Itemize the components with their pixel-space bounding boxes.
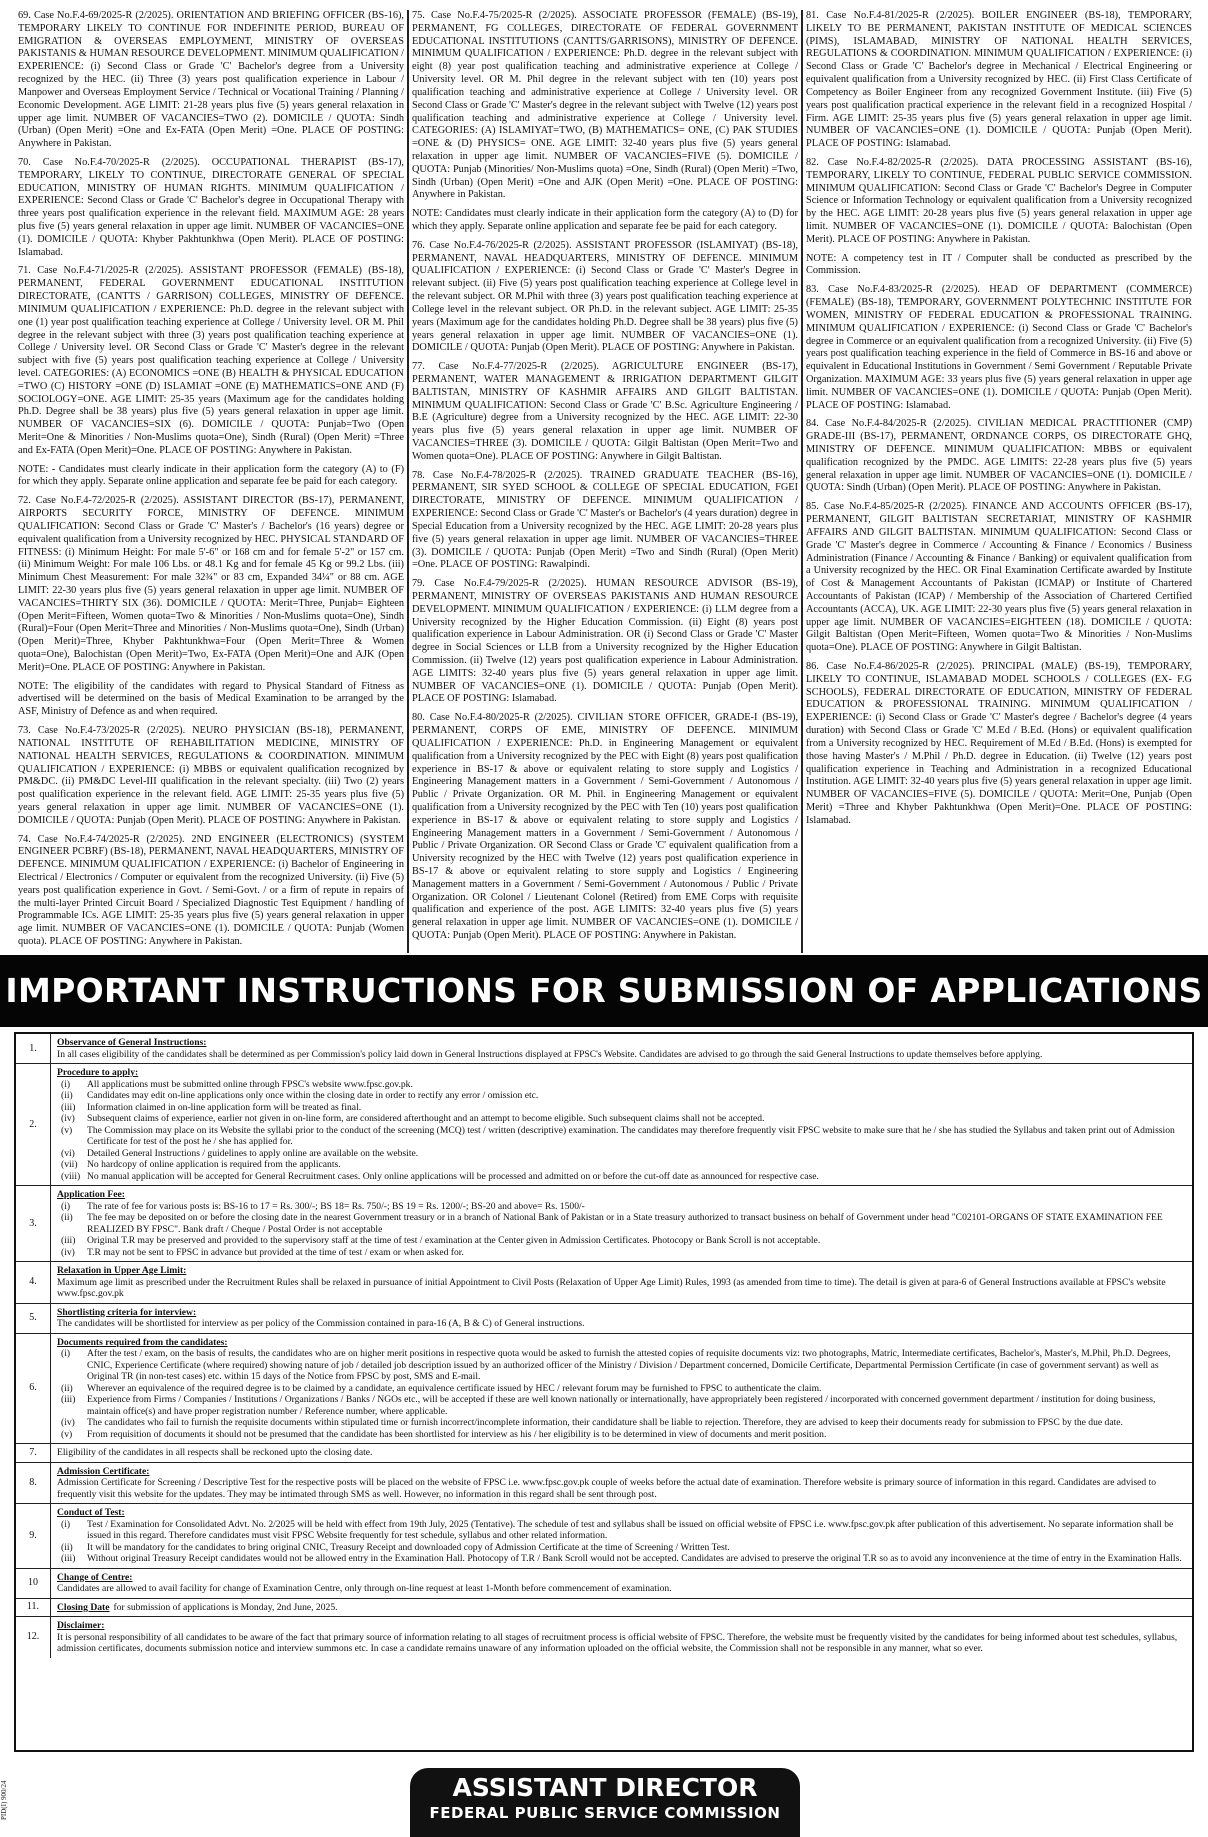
item-numeral: (iii) xyxy=(61,1101,76,1113)
instruction-item xyxy=(57,1429,1186,1441)
instruction-title: Conduct of Test: xyxy=(57,1507,125,1518)
item-numeral: (i) xyxy=(61,1200,71,1212)
instruction-item xyxy=(57,1417,1186,1429)
signature-block xyxy=(410,1768,800,1837)
item-text: The rate of fee for various posts is: BS-16 to 17 = Rs. 300/-; BS 18= Rs. 750/-; BS 19 = Rs. 1200/-; BS-20 and above= Rs. 1500/- xyxy=(87,1200,585,1212)
instruction-number: 9. xyxy=(16,1504,51,1568)
note-71: NOTE: - Candidates must clearly indicate in their application form the category (A) to (F) for which they apply. Separate online application and separate fee be paid for each category. xyxy=(18,463,404,488)
item-numeral: (vii) xyxy=(61,1159,78,1170)
instruction-number: 4. xyxy=(16,1262,51,1303)
item-numeral: (i) xyxy=(61,1078,71,1090)
instruction-item xyxy=(57,1212,1186,1235)
item-text: Test / Examination for Consolidated Advt. No. 2/2025 will be held with effect from 19th July, 2025 (Tentative). The schedule of test and syllabus shall be issued on official website of FPSC i.e. www.fpsc.gov.pk after publication of this advertisement. No separate information shall be issued in this regard. Therefore candidates must visit FPSC Website frequently for test schedule, syllabus and other related information. xyxy=(87,1518,1174,1541)
item-text: It will be mandatory for the candidates to bring original CNIC, Treasury Receipt and downloaded copy of Admission Certificate at the time of Screening / Written Test. xyxy=(87,1541,730,1553)
instructions-banner: IMPORTANT INSTRUCTIONS FOR SUBMISSION OF APPLICATIONS xyxy=(0,955,1208,1027)
item-text: The candidates who fail to furnish the requisite documents within stipulated time or furnish incorrect/incomplete information, their candidature shall be liable to rejection. Therefore, they are advised to keep their documents ready for submission to FPSC by the due date. xyxy=(87,1417,1123,1428)
item-text: Wherever an equivalence of the required degree is to be claimed by a candidate, an equivalence certificate issued by HEC / relevant forum may be furnished to FPSC to authenticate the claim. xyxy=(87,1382,822,1394)
instruction-row xyxy=(16,1304,1192,1334)
instruction-row xyxy=(16,1186,1192,1262)
print-code: PID(I) 900/24 xyxy=(0,1780,8,1820)
case-78: 78. Case No.F.4-78/2025-R (2/2025). TRAINED GRADUATE TEACHER (BS-16), PERMANENT, SIR SYED SCHOOL & COLLEGE OF SPECIAL EDUCATION, FGEI DIRECTORATE, MINISTRY OF DEFENCE. MINIMUM QUALIFICATION / EXPERIENCE: Second Class or Grade 'C' Master's or Bachelor's (4 years duration) degree in Special Education from a University recognized by the HEC. AGE LIMIT: 20-28 years plus five (5) years general relaxation in upper age limit. NUMBER OF VACANCIES=THREE (3). DOMICILE / QUOTA: Punjab (Open Merit) =Two and Sindh (Rural) (Open Merit) =One. PLACE OF POSTING: Rawalpindi. xyxy=(412,469,798,571)
instruction-title: Observance of General Instructions: xyxy=(57,1037,207,1048)
instruction-item xyxy=(57,1553,1186,1565)
instruction-title: Shortlisting criteria for interview: xyxy=(57,1306,197,1318)
instruction-row xyxy=(16,1504,1192,1569)
instruction-item xyxy=(57,1201,1186,1213)
instruction-item xyxy=(57,1348,1186,1383)
instruction-body xyxy=(51,1444,1192,1462)
job-listings xyxy=(18,10,1198,953)
instruction-title: Documents required from the candidates: xyxy=(57,1336,228,1348)
instruction-text: Admission Certificate for Screening / Descriptive Test for the respective posts will be placed on the website of FPSC i.e. www.fpsc.gov.pk couple of weeks before the actual date of examination. Therefore website is primary source of information in this regard. Candidates are advised to frequently visit this website for the updates. They may be intimated through SMS as well. However, no information in this regard shall be sent through post. xyxy=(57,1477,1157,1500)
signatory-org: FEDERAL PUBLIC SERVICE COMMISSION xyxy=(429,1804,781,1822)
note-82: NOTE: A competency test in IT / Computer shall be conducted as prescribed by the Commission. xyxy=(806,252,1192,277)
item-text: Candidates may edit on-line applications only once within the closing date in order to rectify any error / omission etc. xyxy=(87,1090,539,1101)
item-numeral: (viii) xyxy=(61,1170,81,1182)
instruction-body xyxy=(51,1599,1192,1617)
instruction-item xyxy=(57,1102,1186,1114)
instruction-title: Application Fee: xyxy=(57,1189,125,1200)
case-73: 73. Case No.F.4-73/2025-R (2/2025). NEURO PHYSICIAN (BS-18), PERMANENT, NATIONAL INSTITUTE OF REHABILITATION MEDICINE, MINISTRY OF NATIONAL HEALTH SERVICES, REGULATIONS & COORDINATION. MINIMUM QUALIFICATION / EXPERIENCE: (i) MBBS or equivalent qualification recognized by PM&DC. (ii) PM&DC Level-III qualification in the relevant specialty. (iii) Two (2) years post qualification experience in the relevant field. AGE LIMIT: 25-35 years plus five (5) years general relaxation in upper age limit. NUMBER OF VACANCIES=ONE (1). DOMICILE / QUOTA: Punjab (Open Merit). PLACE OF POSTING: Anywhere in Pakistan. xyxy=(18,725,404,826)
instruction-text: It is personal responsibility of all candidates to be aware of the fact that primary source of information relating to all stages of recruitment process is official website of FPSC. Therefore, the website must be frequently visited by the candidates for being informed about test schedules, syllabus, admission certificates, documents submission notice and interview summons etc. In case a candidate remains unaware of any information uploaded on the official website, the Commission shall not be responsible in any manner, what so ever. xyxy=(57,1631,1178,1654)
instruction-number: 5. xyxy=(16,1304,51,1333)
item-text: Detailed General Instructions / guidelines to apply online are available on the website. xyxy=(87,1147,419,1159)
signatory-title: ASSISTANT DIRECTOR xyxy=(452,1773,758,1802)
instruction-title: Procedure to apply: xyxy=(57,1067,139,1078)
item-text: T.R may not be sent to FPSC in advance but provided at the time of test / exam or when asked for. xyxy=(87,1246,464,1258)
case-77: 77. Case No.F.4-77/2025-R (2/2025). AGRICULTURE ENGINEER (BS-17), PERMANENT, WATER MANAGEMENT & IRRIGATION DEPARTMENT GILGIT BALTISTAN, MINISTRY OF KASHMIR AFFAIRS AND GILGIT BALTISTAN. MINIMUM QUALIFICATION: Second Class or Grade 'C' B.Sc. Agriculture Engineering / B.E (Agriculture) degree from a University recognized by the HEC. AGE LIMIT: 22-30 years plus five (5) years general relaxation in upper age limit. NUMBER OF VACANCIES=THREE (3). DOMICILE / QUOTA: Gilgit Baltistan (Open Merit=Two and Women quota=One). PLACE OF POSTING: Anywhere in Gilgit Baltistan. xyxy=(412,361,798,462)
instruction-body xyxy=(51,1334,1192,1444)
case-72: 72. Case No.F.4-72/2025-R (2/2025). ASSISTANT DIRECTOR (BS-17), PERMANENT, AIRPORTS SECURITY FORCE, MINISTRY OF DEFENCE. MINIMUM QUALIFICATION: Second Class or Grade 'C' Master's / Bachelor's (16 years) degree or equivalent qualification from a University recognized by HEC. PHYSICAL STANDARD OF FITNESS: (i) Minimum Height: For male 5'-6" or 168 cm and for female 5'-2" or 157 cm. (ii) Minimum Weight: For male 106 Lbs. or 48.1 Kg and for female 45 Kg or 99.2 Lbs. (iii) Minimum Chest Measurement: For male 32¾" or 83 cm, Expanded 34¼" or 88 cm. AGE LIMIT: 22-30 years plus five (5) years general relaxation in upper age limit. NUMBER OF VACANCIES=THIRTY SIX (36). DOMICILE / QUOTA: Merit=Three, Punjab= Eighteen (Open Merit=Fifteen, Women quota=Two & Minorities / Non-Muslims quota=One), Sindh (Rural)=Four (Open Merit=Three and Minorities / Non-Muslims quota=One), Sindh (Urban) (Open Merit)=Three, Khyber Pakhtunkhwa=Four (Open Merit=Three & Women quota=One), Balochistan (Open Merit)=Two, Ex-FATA (Open Merit)=One and AJK (Open Merit)=One. PLACE OF POSTING: Anywhere in Pakistan. xyxy=(18,495,404,673)
instruction-number: 2. xyxy=(16,1064,51,1185)
instruction-row xyxy=(16,1599,1192,1618)
case-79: 79. Case No.F.4-79/2025-R (2/2025). HUMAN RESOURCE ADVISOR (BS-19), PERMANENT, MINISTRY OF OVERSEAS PAKISTANIS AND HUMAN RESOURCE DEVELOPMENT. MINIMUM QUALIFICATION / EXPERIENCE: (i) LLM degree from a University recognized by the Higher Education Commission. (ii) Eight (8) years post qualification experience in Labour Administration. OR (i) Second Class or Grade 'C' Master degree in Social Sciences or LLB from a University recognized by the Higher Education Commission. (ii) Twelve (12) years post qualification experience in Labour Administration. AGE LIMITS: 32-40 years plus five (5) years general relaxation in upper age limit. NUMBER OF VACANCIES=ONE (1). DOMICILE / QUOTA: Punjab (Open Merit). PLACE OF POSTING: Islamabad. xyxy=(412,578,798,705)
instruction-number: 7. xyxy=(16,1444,51,1462)
item-text: Subsequent claims of experience, earlier not given in on-line form, are considered afterthought and an attempt to become eligible. Such subsequent claims shall not be accepted. xyxy=(87,1113,765,1124)
column-2 xyxy=(412,10,798,953)
instruction-title: Closing Date xyxy=(57,1601,110,1613)
item-text: Information claimed in on-line application form will be treated as final. xyxy=(87,1101,362,1113)
instruction-row xyxy=(16,1262,1192,1304)
instruction-item xyxy=(57,1171,1186,1183)
instruction-item xyxy=(57,1125,1186,1148)
case-70: 70. Case No.F.4-70/2025-R (2/2025). OCCUPATIONAL THERAPIST (BS-17), TEMPORARY, LIKELY TO CONTINUE, DIRECTORATE GENERAL OF SPECIAL EDUCATION, MINISTRY OF HUMAN RIGHTS. MINIMUM QUALIFICATION / EXPERIENCE: Second Class or Grade 'C' Bachelor's degree in Occupational Therapy with three years post qualification experience in the relevant field. MAXIMUM AGE: 28 years plus five (5) years general relaxation in upper age limit. NUMBER OF VACANCIES=ONE (1). DOMICILE / QUOTA: Khyber Pakhtunkhwa (Open Merit). PLACE OF POSTING: Islamabad. xyxy=(18,156,404,258)
item-text: Without original Treasury Receipt candidates would not be allowed entry in the Examination Hall. Photocopy of T.R / Bank Scroll would not be accepted. Candidates are advised to preserve the original T.R so as to avoid any inconvenience at the time of entry in the Examination Halls. xyxy=(87,1553,1182,1564)
item-text: Original T.R may be preserved and provided to the supervisory staff at the time of test / examination at the Center given in Admission Certificates. Photocopy or Bank Scroll is not acceptable. xyxy=(87,1235,821,1246)
item-numeral: (ii) xyxy=(61,1090,73,1101)
instruction-row xyxy=(16,1334,1192,1445)
item-numeral: (i) xyxy=(61,1518,71,1530)
instruction-number: 1. xyxy=(16,1034,51,1063)
instruction-text: for submission of applications is Monday, 2nd June, 2025. xyxy=(113,1601,338,1613)
instruction-row xyxy=(16,1463,1192,1505)
column-divider xyxy=(801,10,803,953)
item-text: No manual application will be accepted for General Recruitment cases. Only online applications will be processed and admitted on or before the cut-off date as announced for respective case. xyxy=(87,1170,819,1182)
instruction-number: 6. xyxy=(16,1334,51,1444)
instruction-text: Maximum age limit as prescribed under the Recruitment Rules shall be relaxed in pursuance of initial Appointment to Civil Posts (Relaxation of Upper Age Limit) Rules, 1993 (as amended from time to time). The detail is given at para-6 of General Instructions available at FPSC's website www.fpsc.gov.pk xyxy=(57,1276,1166,1299)
instruction-text: In all cases eligibility of the candidates shall be determined as per Commission's policy laid down in General Instructions displayed at FPSC's Website. Candidates are advised to go through the said General Instructions to update themselves before applying. xyxy=(57,1048,1043,1060)
instruction-row xyxy=(16,1064,1192,1186)
case-83: 83. Case No.F.4-83/2025-R (2/2025). HEAD OF DEPARTMENT (COMMERCE) (FEMALE) (BS-18), TEMPORARY, GOVERNMENT POLYTECHNIC INSTITUTE FOR WOMEN, MINISTRY OF FEDERAL EDUCATION & PROFESSIONAL TRAINING. MINIMUM QUALIFICATION / EXPERIENCE: (i) Second Class or Grade 'C' Bachelor's degree in Commerce or an equivalent qualification from a recognized University. (ii) Five (5) years post qualification teaching experience in the field of Commerce in BS-16 and above or equivalent in Educational Institutions in Government / Semi Government / Reputable Private Organization. MAXIMUM AGE: 33 years plus five (5) years general relaxation in upper age limit. NUMBER OF VACANCIES=ONE (1). DOMICILE / QUOTA: Punjab (Open Merit). PLACE OF POSTING: Islamabad. xyxy=(806,284,1192,411)
instruction-number: 3. xyxy=(16,1186,51,1261)
instruction-text: Candidates are allowed to avail facility for change of Examination Centre, only through on-line request at least 1-Month before commencement of examination. xyxy=(57,1583,672,1594)
instruction-row xyxy=(16,1444,1192,1463)
instruction-number: 8. xyxy=(16,1463,51,1504)
item-numeral: (vi) xyxy=(61,1147,75,1159)
item-numeral: (iv) xyxy=(61,1113,75,1124)
item-numeral: (ii) xyxy=(61,1541,73,1553)
item-numeral: (iii) xyxy=(61,1553,76,1564)
note-72: NOTE: The eligibility of the candidates with regard to Physical Standard of Fitness as advertised will be determined on the basis of Medical Examination to be arranged by the ASF, Ministry of Defence as and when required. xyxy=(18,680,404,718)
instruction-item xyxy=(57,1394,1186,1417)
note-75: NOTE: Candidates must clearly indicate in their application form the category (A) to (D) for which they apply. Separate online application and separate fee be paid for each category. xyxy=(412,208,798,232)
instruction-title: Change of Centre: xyxy=(57,1571,133,1583)
instruction-body xyxy=(51,1064,1192,1185)
instruction-number: 12. xyxy=(16,1617,51,1658)
item-numeral: (iii) xyxy=(61,1235,76,1246)
case-74: 74. Case No.F.4-74/2025-R (2/2025). 2ND ENGINEER (ELECTRONICS) (SYSTEM ENGINEER PCBRF) (BS-18), PERMANENT, NAVAL HEADQUARTERS, MINISTRY OF DEFENCE. MINIMUM QUALIFICATION / EXPERIENCE: (i) Bachelor of Engineering in Electrical / Electronics / Computer or equivalent from the recognized University. (ii) Five (5) years post qualification experience in Govt. / Semi-Govt. / or a firm of repute in repairs of the multi-layer Printed Circuit Board / Specialized Diagnostic Test Equipment / handling of Programmable ICs. AGE LIMIT: 25-35 years plus five (5) years general relaxation in upper age limit. NUMBER OF VACANCIES=ONE (1). DOMICILE / QUOTA: Punjab (Women quota). PLACE OF POSTING: Anywhere in Pakistan. xyxy=(18,833,404,948)
instruction-item xyxy=(57,1542,1186,1554)
item-text: After the test / exam, on the basis of results, the candidates who are on higher merit positions in respective quota would be asked to furnish the attested copies of requisite documents viz: two photographs, Matric, Intermediate certificates, Bachelor's, Master's, M.Phil, Ph.D. Degrees, CNIC, Experience Certificate (where required) showing nature of job / detailed job description issued by an authorized officer of the Ministry / Division / Department concerned, Domicile Certificate, Departmental Permission Certificate (in case of government servant) as well as Original TR (in non-test cases) etc. within 15 days of the Notice from FPSC by post, SMS and E-mail. xyxy=(87,1348,1171,1382)
case-76: 76. Case No.F.4-76/2025-R (2/2025). ASSISTANT PROFESSOR (ISLAMIYAT) (BS-18), PERMANENT, NAVAL HEADQUARTERS, MINISTRY OF DEFENCE. MINIMUM QUALIFICATION / EXPERIENCE: (i) Second Class or Grade 'C' Master's Degree in relevant subject. (ii) Five (5) years post qualification teaching experience at College level in the relevant subject. OR M.Phil with three (3) years post qualification teaching experience at College level in the relevant subject. OR Ph.D. in the relevant subject. AGE LIMIT: 25-35 years (Maximum age for the candidates holding Ph.D. Degree shall be 38 years) plus five (5) years general relaxation in upper age limit. NUMBER OF VACANCIES=ONE (1). DOMICILE / QUOTA: Punjab (Open Merit). PLACE OF POSTING: Anywhere in Pakistan. xyxy=(412,239,798,354)
case-86: 86. Case No.F.4-86/2025-R (2/2025). PRINCIPAL (MALE) (BS-19), TEMPORARY, LIKELY TO CONTINUE, ISLAMABAD MODEL SCHOOLS / COLLEGES (EX- F.G SCHOOLS), FEDERAL DIRECTORATE OF EDUCATION, MINISTRY OF FEDERAL EDUCATION & PROFESSIONAL TRAINING. MINIMUM QUALIFICATION / EXPERIENCE: (i) Second Class or Grade 'C' Master's degree / Bachelor's degree (4 years duration) with Second Class or Grade 'C' M.Ed / B.Ed. (Hons) or equivalent qualification from a University recognized by HEC. Requirement of M.Ed / B.Ed. (Hons) is exempted for those having Master's / M.Phil / Ph.D. degree in Education. (ii) Twelve (12) years post qualification experience in Teaching and Administration in a recognized Educational Institution. AGE LIMIT: 32-40 years plus five (5) years general relaxation in upper age limit. NUMBER OF VACANCIES=FIVE (5). DOMICILE / QUOTA: Merit=One, Punjab (Open Merit) =Three and Khyber Pakhtunkhwa (Open Merit)=One. PLACE OF POSTING: Islamabad. xyxy=(806,661,1192,826)
instruction-item xyxy=(57,1079,1186,1091)
instruction-item xyxy=(57,1519,1186,1542)
item-numeral: (iii) xyxy=(61,1394,76,1405)
instruction-body xyxy=(51,1034,1192,1063)
instruction-item xyxy=(57,1159,1186,1171)
item-numeral: (ii) xyxy=(61,1212,73,1223)
item-text: The Commission may place on its Website the syllabi prior to the conduct of the screening (MCQ) test / written (descriptive) examination. The candidates may therefore frequently visit FPSC website to make sure that he / she has studied the Syllabus and taken print out of Admission Certificate for test of the post he / she has applied for. xyxy=(87,1124,1175,1147)
instruction-text: Eligibility of the candidates in all respects shall be reckoned upto the closing date. xyxy=(57,1447,373,1458)
instruction-title: Relaxation in Upper Age Limit: xyxy=(57,1265,187,1276)
instruction-row xyxy=(16,1569,1192,1599)
instruction-item xyxy=(57,1113,1186,1125)
item-numeral: (v) xyxy=(61,1124,73,1136)
instruction-number: 10 xyxy=(16,1569,51,1598)
item-text: From requisition of documents it should not be presumed that the candidate has been shortlisted for interview as his / her eligibility is to be determined in view of documents and merit position. xyxy=(87,1428,827,1440)
instruction-body xyxy=(51,1463,1192,1504)
instruction-body xyxy=(51,1262,1192,1303)
instruction-body xyxy=(51,1569,1192,1598)
item-numeral: (v) xyxy=(61,1428,73,1440)
instruction-title: Admission Certificate: xyxy=(57,1465,150,1477)
instruction-number: 11. xyxy=(16,1599,51,1617)
instruction-title: Disclaimer: xyxy=(57,1620,105,1631)
column-3 xyxy=(806,10,1192,953)
instruction-item xyxy=(57,1383,1186,1395)
item-numeral: (iv) xyxy=(61,1417,75,1428)
instruction-body xyxy=(51,1304,1192,1333)
item-numeral: (i) xyxy=(61,1348,71,1359)
instruction-body xyxy=(51,1186,1192,1261)
instruction-item xyxy=(57,1247,1186,1259)
item-text: All applications must be submitted online through FPSC's website www.fpsc.gov.pk. xyxy=(87,1078,413,1090)
item-numeral: (iv) xyxy=(61,1246,75,1258)
item-numeral: (ii) xyxy=(61,1382,73,1394)
case-71: 71. Case No.F.4-71/2025-R (2/2025). ASSISTANT PROFESSOR (FEMALE) (BS-18), PERMANENT, FEDERAL GOVERNMENT EDUCATIONAL INSTITUTION DIRECTORATE, (CANTTS / GARRISON) COLLEGES, MINISTRY OF DEFENCE. MINIMUM QUALIFICATION / EXPERIENCE: Ph.D. degree in the relevant subject with one (1) year post qualification teaching experience at College / University level. OR M. Phil degree in the relevant subject with three (3) years post qualification teaching experience at College / University level. OR Second Class or Grade 'C' Master's degree in the relevant subject with five (5) years post qualification teaching experience at College / University level. CATEGORIES: (A) ECONOMICS =ONE (B) HEALTH & PHYSICAL EDUCATION =TWO (C) HISTORY =ONE (D) ISLAMIAT =ONE (E) MATHEMATICS=ONE AND (F) SOCIOLOGY=ONE. AGE LIMIT: 25-35 years (Maximum age for the candidates holding Ph.D. Degree shall be 38 years) plus five (5) years general relaxation in upper age limit. NUMBER OF VACANCIES=SIX (6). DOMICILE / QUOTA: Punjab=Two (Open Merit=One & Minorities / Non-Muslims quota=One), Sindh (Rural) (Open Merit) =Three and Ex-FATA (Open Merit)=One. PLACE OF POSTING: Anywhere in Pakistan. xyxy=(18,265,404,456)
column-divider xyxy=(407,10,409,953)
instruction-item xyxy=(57,1090,1186,1102)
instruction-item xyxy=(57,1235,1186,1247)
instruction-row xyxy=(16,1617,1192,1658)
instruction-body xyxy=(51,1617,1192,1658)
instruction-row xyxy=(16,1034,1192,1064)
item-text: Experience from Firms / Companies / Institutions / Organizations / Banks / NGOs etc., will be accepted if these are well known nationally or internationally, have appropriately been registered / incorporated with concerned government department / institution for doing business, maintain office(s) and have proper registration number / Reference number, where applicable. xyxy=(87,1394,1156,1417)
case-84: 84. Case No.F.4-84/2025-R (2/2025). CIVILIAN MEDICAL PRACTITIONER (CMP) GRADE-III (BS-17), PERMANENT, ORDNANCE CORPS, OS DIRECTORATE GHQ, MINISTRY OF DEFENCE. MINIMUM QUALIFICATION: MBBS or equivalent qualification recognized by the PMDC. AGE LIMITS: 22-28 years plus five (5) years general relaxation in upper age limit. NUMBER OF VACANCIES=ONE (1). DOMICILE / QUOTA: Sindh (Urban) (Open Merit). PLACE OF POSTING: Anywhere in Pakistan. xyxy=(806,418,1192,494)
instruction-text: The candidates will be shortlisted for interview as per policy of the Commission contained in para-16 (A, B & C) of General instructions. xyxy=(57,1318,585,1329)
case-80: 80. Case No.F.4-80/2025-R (2/2025). CIVILIAN STORE OFFICER, GRADE-I (BS-19), PERMANENT, CORPS OF EME, MINISTRY OF DEFENCE. MINIMUM QUALIFICATION / EXPERIENCE: Ph.D. in Engineering Management or equivalent qualification from a University recognized by the PEC with Eight (8) years post qualification experience in BS-17 & above or equivalent relating to store supply and Logistics / Engineering Management matters in a Government / Semi-Government / Autonomous / Public / Private Organization. OR M. Phil. in Engineering Management or equivalent qualification from a University recognized by the PEC with Ten (10) years post qualification experience in BS-17 & above or equivalent relating to store supply and Logistics / Engineering Management matters in a Government / Semi-Government / Autonomous / Public / Private Organization. OR Second Class or Grade 'C' equivalent qualification from a University recognized by the HEC with Twelve (12) years post qualification experience in BS-17 & above or equivalent relating to store supply and Logistics / Engineering Management matters in a Government / Semi-Government / Autonomous / Public / Private Organization. OR Colonel / Lieutenant Colonel (Retired) from EME Corps with requisite qualification and experience of the post. AGE LIMITS: 32-40 years plus five (5) years general relaxation in upper age limit. NUMBER OF VACANCIES=ONE (1). DOMICILE / QUOTA: Punjab (Open Merit). PLACE OF POSTING: Anywhere in Pakistan. xyxy=(412,712,798,942)
case-81: 81. Case No.F.4-81/2025-R (2/2025). BOILER ENGINEER (BS-18), TEMPORARY, LIKELY TO BE PERMANENT, PAKISTAN INSTITUTE OF MEDICAL SCIENCES (PIMS), ISLAMABAD, MINISTRY OF NATIONAL HEALTH SERVICES, REGULATIONS & COORDINATION. MINIMUM QUALIFICATION / EXPERIENCE: (i) Second Class or Grade 'C' Bachelor's degree in Mechanical / Electrical Engineering or equivalent qualification from a University recognized by HEC. (ii) First Class Certificate of Competency as Boiler Engineer from any recognized Government Institute. (iii) Five (5) years post qualification practical experience in the relevant field in a recognized Hospital / Firm. AGE LIMIT: 25-35 years plus five (5) years general relaxation in upper age limit. NUMBER OF VACANCIES=ONE (1). DOMICILE / QUOTA: Punjab (Open Merit). PLACE OF POSTING: Islamabad. xyxy=(806,10,1192,150)
item-text: No hardcopy of online application is required from the applicants. xyxy=(87,1159,341,1170)
item-text: The fee may be deposited on or before the closing date in the nearest Government treasury or in a branch of National Bank of Pakistan or in a State treasury authorized to transact business on behalf of Government under head "C02101-ORGANS OF STATE EXAMINATION FEE REALIZED BY FPSC". Bank draft / Cheque / Postal Order is not acceptable xyxy=(87,1212,1163,1235)
instruction-item xyxy=(57,1148,1186,1160)
case-85: 85. Case No.F.4-85/2025-R (2/2025). FINANCE AND ACCOUNTS OFFICER (BS-17), PERMANENT, GILGIT BALTISTAN SECRETARIAT, MINISTRY OF KASHMIR AFFAIRS AND GILGIT BALTISTAN. MINIMUM QUALIFICATION: Second Class or Grade 'C' Master's degree in Commerce / Accounting & Finance / Economics / Business Administration (Finance / Accounting & Finance / Banking) or equivalent qualification from a University recognized by the HEC. OR Final Examination Certificate awarded by Institute of Cost & Management Accountants of Pakistan (ICMAP) or Institute of Chartered Accountants of Pakistan (ICAP) / Membership of the Association of Chartered Certified Accountants (ACCA), UK. AGE LIMIT: 22-30 years plus five (5) years general relaxation in upper age limit. NUMBER OF VACANCIES=EIGHTEEN (18). DOMICILE / QUOTA: Gilgit Baltistan (Open Merit=Fifteen, Women quota=Two & Minorities / Non-Muslims quota=One). PLACE OF POSTING: Anywhere in Gilgit Baltistan. xyxy=(806,501,1192,654)
column-1 xyxy=(18,10,404,953)
case-82: 82. Case No.F.4-82/2025-R (2/2025). DATA PROCESSING ASSISTANT (BS-16), TEMPORARY, LIKELY TO CONTINUE, FEDERAL PUBLIC SERVICE COMMISSION. MINIMUM QUALIFICATION: Second Class or Grade 'C' Bachelor's Degree in Computer Science or Information Technology or equivalent qualification from a University recognized by the HEC. AGE LIMIT: 20-28 years plus five (5) years general relaxation in upper age limit. NUMBER OF VACANCIES=ONE (1). DOMICILE / QUOTA: Balochistan (Open Merit). PLACE OF POSTING: Anywhere in Pakistan. xyxy=(806,156,1192,245)
case-69: 69. Case No.F.4-69/2025-R (2/2025). ORIENTATION AND BRIEFING OFFICER (BS-16), TEMPORARY LIKELY TO CONTINUE FOR INDEFINITE PERIOD, BUREAU OF EMIGRATION & OVERSEAS EMPLOYMENT, MINISTRY OF OVERSEAS PAKISTANIS & HUMAN RESOURCE DEVELOPMENT. MINIMUM QUALIFICATION / EXPERIENCE: (i) Second Class or Grade 'C' Bachelor's degree from a University recognized by the HEC. (ii) Three (3) years post qualification experience in Labour / Manpower and Overseas Employment Service / Technical or Vocational Training / Planning / Economic Development. AGE LIMIT: 21-28 years plus five (5) years general relaxation in upper age limit. NUMBER OF VACANCIES=TWO (2). DOMICILE / QUOTA: Sindh (Urban) (Open Merit) =One and Ex-FATA (Open Merit) =One. PLACE OF POSTING: Anywhere in Pakistan. xyxy=(18,10,404,150)
case-75: 75. Case No.F.4-75/2025-R (2/2025). ASSOCIATE PROFESSOR (FEMALE) (BS-19), PERMANENT, FG COLLEGES, DIRECTORATE OF FEDERAL GOVERNMENT EDUCATIONAL INSTITUTIONS (CANTTS/GARRISONS), MINISTRY OF DEFENCE. MINIMUM QUALIFICATION / EXPERIENCE: Ph.D. degree in the relevant subject with eight (8) year post qualification teaching and administrative experience at College / University level. OR M. Phil degree in the relevant subject with ten (10) years post qualification teaching and administrative experience at College / University level. OR Second Class or Grade 'C' Master's degree in the relevant subject with Twelve (12) years post qualification teaching and administrative experience at College / University level. CATEGORIES: (A) ISLAMIYAT=TWO, (B) MATHEMATICS= ONE, (C) PAK STUDIES =ONE & (D) PHYSICS= ONE. AGE LIMIT: 32-40 years plus five (5) years general relaxation in upper age limit. NUMBER OF VACANCIES=FIVE (5). DOMICILE / QUOTA: Punjab (Minorities/ Non-Muslims quota) =One, Sindh (Rural) (Open Merit) =Two, Sindh (Urban) (Open Merit) =One and AJK (Open Merit) =One. PLACE OF POSTING: Anywhere in Pakistan. xyxy=(412,10,798,201)
instructions-table xyxy=(14,1032,1194,1752)
instruction-body xyxy=(51,1504,1192,1568)
